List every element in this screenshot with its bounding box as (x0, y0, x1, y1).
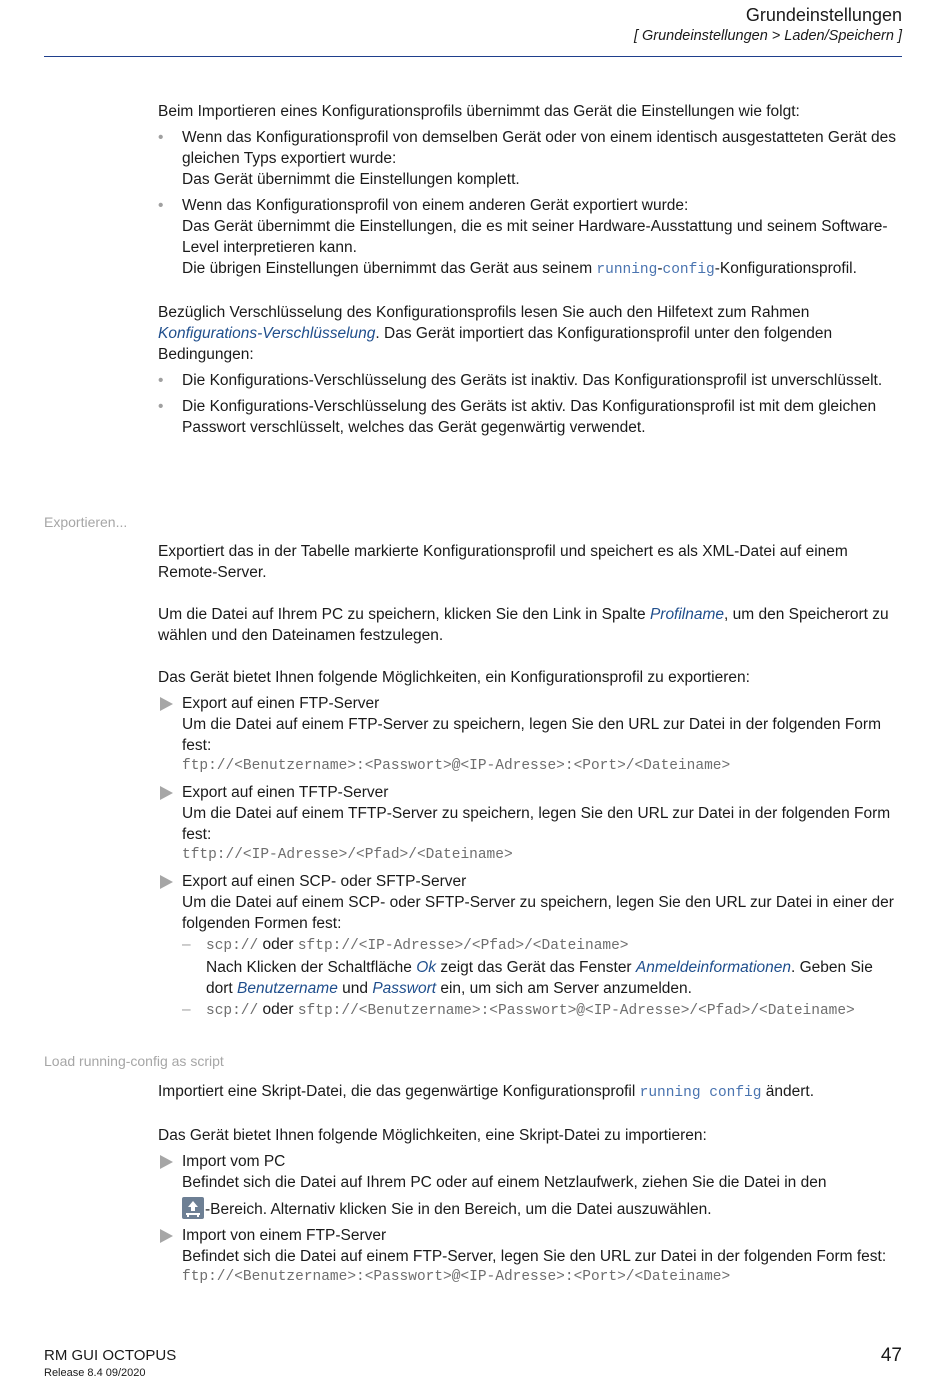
inline-dash: - (657, 260, 663, 277)
section-label-export: Exportieren... (44, 514, 128, 530)
option-title: Import vom PC (182, 1153, 286, 1170)
import-intro: Beim Importieren eines Konfigurationsprofils übernimmt das Gerät die Einstellungen wie folgt: (158, 103, 800, 120)
list-item (158, 871, 902, 1022)
option-desc-2: -Bereich. Alternativ klicken Sie in den Bereich, um die Datei auszuwählen. (182, 1197, 902, 1220)
password-ref: Passwort (372, 980, 437, 997)
bullet-text: Das Gerät übernimmt die Einstellungen, die es mit seiner Hardware-Ausstattung und seinem Software-Level interpretieren kann. (182, 218, 888, 256)
encryption-paragraph: Bezüglich Verschlüsselung des Konfigurationsprofils lesen Sie auch den Hilfetext zum Rahmen Konfigurations-Verschlüsselung. Das Gerät importiert das Konfigurationsprofil unter den folgenden Bedingungen: (158, 304, 833, 363)
window-ref: Anmeldeinformationen (635, 959, 791, 976)
header-divider (44, 56, 902, 57)
page-number: 47 (880, 1345, 902, 1366)
footer-product: RM GUI OCTOPUS (44, 1347, 177, 1364)
triangle-bullet-icon (160, 875, 173, 889)
scp-forms (182, 934, 902, 1022)
option-code: ftp://<Benutzername>:<Passwort>@<IP-Adresse>:<Port>/<Dateiname> (182, 758, 731, 774)
triangle-bullet-icon (160, 697, 173, 711)
script-p1: Importiert eine Skript-Datei, die das gegenwärtige Konfigurationsprofil running config ändert. (158, 1083, 815, 1101)
bullet-text: Die übrigen Einstellungen übernimmt das Gerät aus seinem (182, 260, 597, 277)
upload-icon (182, 1197, 204, 1219)
bullet-text: Wenn das Konfigurationsprofil von einem anderen Gerät exportiert wurde: (182, 197, 689, 214)
triangle-bullet-icon (160, 786, 173, 800)
option-desc: Befindet sich die Datei auf Ihrem PC oder auf einem Netzlaufwerk, ziehen Sie die Datei in den (182, 1174, 827, 1191)
list-item (158, 1225, 902, 1288)
bullet-text: -Konfigurationsprofil. (714, 260, 857, 277)
script-options (158, 1151, 902, 1288)
encryption-bullets (158, 370, 902, 438)
export-p1: Exportiert das in der Tabelle markierte Konfigurationsprofil und speichert es als XML-Datei auf einem Remote-Server. (158, 543, 848, 581)
list-item: – scp:// oder sftp://<Benutzername>:<Passwort>@<IP-Adresse>/<Pfad>/<Dateiname> (182, 999, 902, 1022)
bullet-text: Wenn das Konfigurationsprofil von demselben Gerät oder von einem identisch ausgestatteten Gerät des gleichen Typs exportiert wurde: (182, 129, 896, 167)
profilname-link[interactable]: Profilname (649, 606, 725, 623)
ok-button-ref: Ok (416, 959, 437, 976)
inline-code: running (596, 262, 658, 278)
list-item (158, 782, 902, 866)
option-title: Export auf einen TFTP-Server (182, 784, 389, 801)
option-title: Export auf einen FTP-Server (182, 695, 380, 712)
import-bullets (158, 127, 902, 281)
encryption-link[interactable]: Konfigurations-Verschlüsselung (158, 325, 376, 342)
triangle-bullet-icon (160, 1229, 173, 1243)
option-title: Import von einem FTP-Server (182, 1227, 387, 1244)
script-p2: Das Gerät bietet Ihnen folgende Möglichkeiten, eine Skript-Datei zu importieren: (158, 1127, 707, 1144)
triangle-bullet-icon (160, 1155, 173, 1169)
import-content (158, 101, 902, 438)
option-desc: Befindet sich die Datei auf einem FTP-Server, legen Sie den URL zur Datei in der folgenden Form fest: (182, 1248, 887, 1265)
footer-release: Release 8.4 09/2020 (44, 1367, 146, 1379)
breadcrumb: [ Grundeinstellungen > Laden/Speichern ] (633, 28, 902, 44)
option-desc: Um die Datei auf einem TFTP-Server zu speichern, legen Sie den URL zur Datei in der folgenden Form fest: (182, 805, 891, 843)
option-code: tftp://<IP-Adresse>/<Pfad>/<Dateiname> (182, 847, 513, 863)
section-label-script: Load running-config as script (44, 1053, 224, 1069)
list-item: • Die Konfigurations-Verschlüsselung des Geräts ist aktiv. Das Konfigurationsprofil ist mit dem gleichen Passwort verschlüsselt, welches das Gerät gegenwärtig verwendet. (158, 396, 902, 438)
option-desc: Um die Datei auf einem SCP- oder SFTP-Server zu speichern, legen Sie den URL zur Datei in einer der folgenden Formen fest: (182, 894, 894, 932)
export-p2: Um die Datei auf Ihrem PC zu speichern, klicken Sie den Link in Spalte Profilname, um den Speicherort zu wählen und den Dateinamen festzulegen. (158, 606, 889, 644)
export-content (158, 541, 902, 1022)
list-item: • Die Konfigurations-Verschlüsselung des Geräts ist inaktiv. Das Konfigurationsprofil ist unverschlüsselt. (158, 370, 902, 391)
username-ref: Benutzername (237, 980, 338, 997)
export-options (158, 693, 902, 1022)
option-desc: Um die Datei auf einem FTP-Server zu speichern, legen Sie den URL zur Datei in der folgenden Form fest: (182, 716, 881, 754)
header-title: Grundeinstellungen (745, 5, 902, 25)
list-item (158, 195, 902, 281)
list-item (158, 1151, 902, 1220)
list-item (158, 693, 902, 777)
list-item: – scp:// oder sftp://<IP-Adresse>/<Pfad>/<Dateiname> Nach Klicken der Schaltfläche Ok zeigt das Gerät das Fenster Anmeldeinformationen. Geben Sie dort Benutzername und Passwort ein, um sich am Server anzumelden. (182, 934, 902, 999)
inline-code: config (662, 262, 715, 278)
export-p3: Das Gerät bietet Ihnen folgende Möglichkeiten, ein Konfigurationsprofil zu exportieren: (158, 669, 750, 686)
bullet-text: Das Gerät übernimmt die Einstellungen komplett. (182, 171, 520, 188)
list-item (158, 127, 902, 190)
inline-code: running config (639, 1085, 762, 1101)
option-title: Export auf einen SCP- oder SFTP-Server (182, 873, 467, 890)
option-code: ftp://<Benutzername>:<Passwort>@<IP-Adresse>:<Port>/<Dateiname> (182, 1269, 731, 1285)
script-content (158, 1081, 902, 1288)
